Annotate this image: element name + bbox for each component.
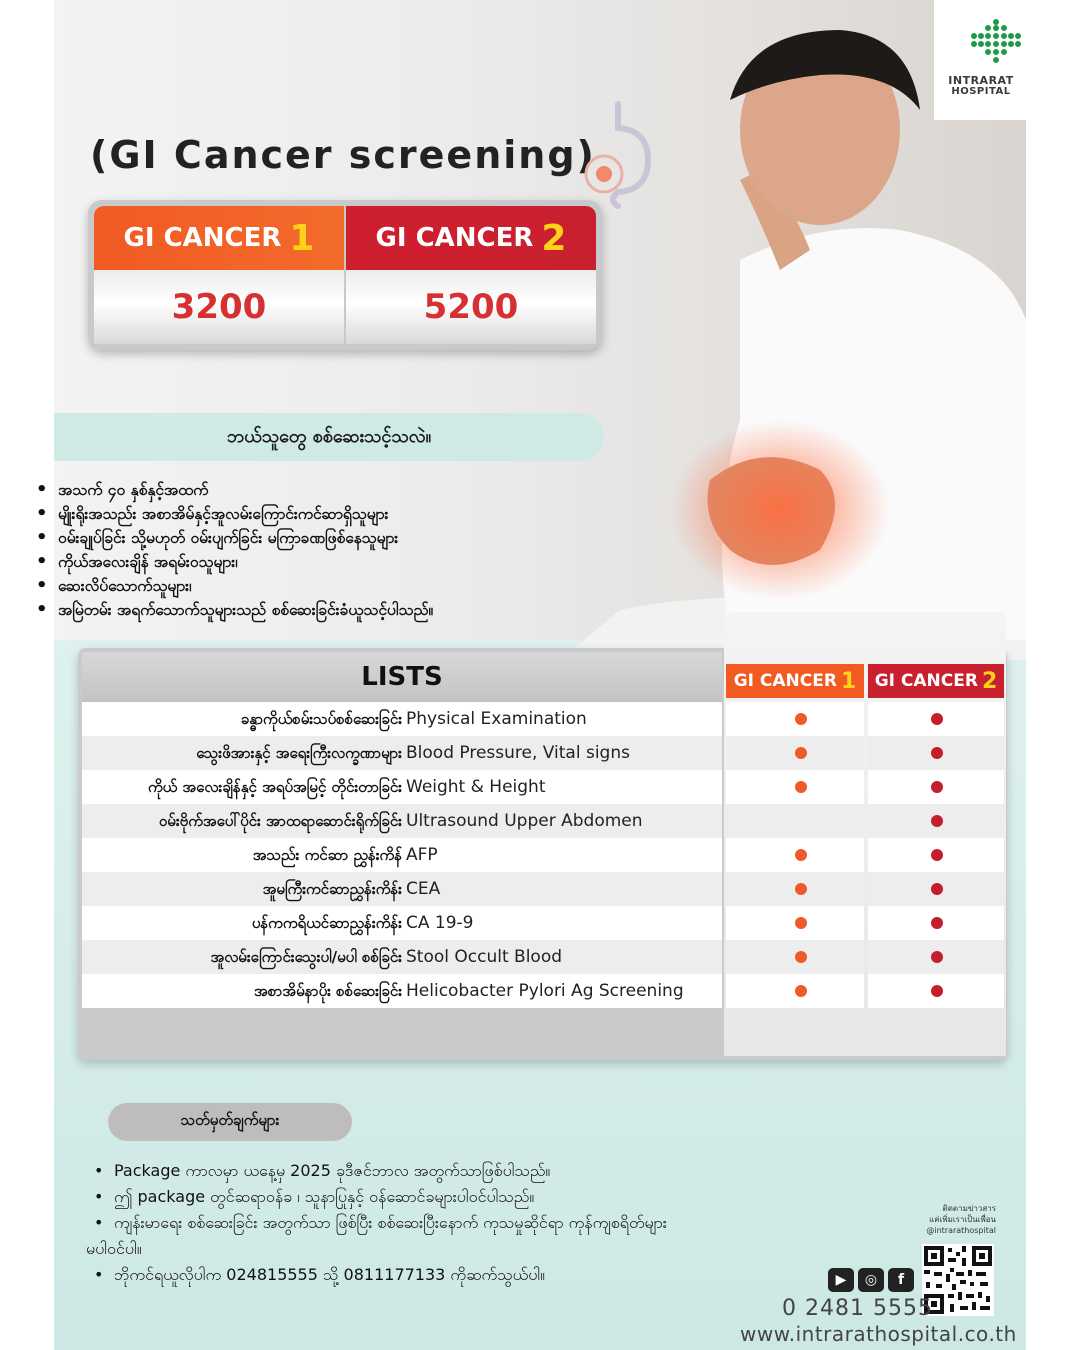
screening-table (78, 648, 1007, 1060)
row-label-english: Weight & Height (406, 777, 546, 797)
column-header-gi-cancer-2 (868, 664, 1004, 698)
included-dot-gi-cancer-2 (931, 849, 943, 861)
included-dot-gi-cancer-2 (931, 781, 943, 793)
included-dot-gi-cancer-2 (931, 951, 943, 963)
facebook-icon[interactable]: f (888, 1268, 914, 1292)
who-heading: ဘယ်သူတွေ စစ်ဆေးသင့်သလဲ။ (54, 413, 604, 461)
included-dot-gi-cancer-2 (931, 713, 943, 725)
row-label-english: AFP (406, 845, 438, 865)
note-item: • ဤ package တွင်ဆရာဝန်ခ ၊ သူနာပြုနှင့် ဝန်ဆောင်ခများပါဝင်ပါသည်။ (86, 1184, 906, 1210)
list-item: • အမြဲတမ်း အရက်သောက်သူများသည် စစ်ဆေးခြင်းခံယူသင့်ပါသည်။ (36, 598, 433, 622)
logo-name-line2: HOSPITAL (951, 86, 1011, 97)
row-label-myanmar: ကိုယ် အလေးချိန်နှင့် အရပ်အမြင့် တိုင်းတာခြင်း (147, 778, 402, 796)
row-label-myanmar: အသည်း ကင်ဆာ ညွှန်းကိန် (252, 846, 402, 864)
row-label-english: Physical Examination (406, 709, 587, 729)
package-1-header (94, 206, 344, 270)
table-row (78, 838, 1007, 872)
row-label-myanmar: ခန္ဓာကိုယ်စမ်းသပ်စစ်ဆေးခြင်း (240, 710, 402, 728)
table-row (78, 702, 1007, 736)
package-2-header (346, 206, 596, 270)
column-2-number: 2 (981, 668, 998, 694)
included-dot-gi-cancer-2 (931, 883, 943, 895)
instagram-icon[interactable]: ◎ (858, 1268, 884, 1292)
note-item: • ဘိုကင်ရယူလိုပါက 024815555 သို့ 0811177133 ကိုဆက်သွယ်ပါ။ (86, 1262, 906, 1288)
column-header-gi-cancer-1 (726, 664, 864, 698)
website-link[interactable]: www.intrarathospital.co.th (740, 1322, 1017, 1346)
package-2-label: GI CANCER (375, 223, 534, 253)
included-dot-gi-cancer-1 (795, 883, 807, 895)
youtube-icon[interactable]: ▶ (828, 1268, 854, 1292)
package-card-2[interactable] (346, 206, 596, 344)
list-item: • အသက် ၄၀ နှစ်နှင့်အထက် (36, 478, 433, 502)
package-2-number: 2 (541, 217, 567, 259)
list-item: • ကိုယ်အလေးချိန် အရမ်းဝသူများ၊ (36, 550, 433, 574)
included-dot-gi-cancer-1 (795, 985, 807, 997)
package-1-number: 1 (289, 217, 315, 259)
table-row (78, 872, 1007, 906)
row-label-myanmar: အူမကြီးကင်ဆာညွှန်းကိန်း (262, 880, 402, 898)
row-label-myanmar: ဝမ်းဗိုက်အပေါ်ပိုင်း အာထရာဆောင်းရိုက်ခြင်း (158, 812, 402, 830)
phone-number[interactable]: 0 2481 5555 (782, 1296, 933, 1321)
included-dot-gi-cancer-1 (795, 747, 807, 759)
notes-list (86, 1158, 906, 1288)
row-label-english: Ultrasound Upper Abdomen (406, 811, 643, 831)
table-row (78, 906, 1007, 940)
price-cards (88, 200, 602, 350)
note-continuation: မပါဝင်ပါ။ (86, 1239, 142, 1258)
included-dot-gi-cancer-1 (795, 781, 807, 793)
stomach-icon (578, 100, 658, 210)
column-1-number: 1 (840, 668, 857, 694)
who-list (36, 478, 433, 622)
list-item: • ဝမ်းချုပ်ခြင်း သို့မဟုတ် ဝမ်းပျက်ခြင်း မကြာခဏဖြစ်နေသူများ (36, 526, 433, 550)
package-1-price: 3200 (94, 270, 344, 344)
row-label-myanmar: အူလမ်းကြောင်းသွေးပါ/မပါ စစ်ခြင်း (210, 948, 402, 966)
row-label-english: Blood Pressure, Vital signs (406, 743, 630, 763)
row-label-english: Helicobacter Pylori Ag Screening (406, 981, 684, 1001)
included-dot-gi-cancer-2 (931, 917, 943, 929)
row-label-english: Stool Occult Blood (406, 947, 563, 967)
logo-name-line1: INTRARAT (948, 74, 1014, 87)
package-1-label: GI CANCER (123, 223, 282, 253)
qr-caption-line1: ติดตามข่าวสาร (942, 1204, 996, 1213)
social-icons (828, 1268, 914, 1292)
lists-header: LISTS (82, 652, 722, 702)
notes-heading: သတ်မှတ်ချက်များ (108, 1103, 352, 1141)
table-row (78, 770, 1007, 804)
column-1-label: GI CANCER (733, 671, 837, 691)
package-card-1[interactable] (94, 206, 344, 344)
column-2-label: GI CANCER (874, 671, 978, 691)
qr-caption-line3: @intrarathospital (926, 1226, 996, 1235)
table-row (78, 804, 1007, 838)
included-dot-gi-cancer-1 (795, 849, 807, 861)
included-dot-gi-cancer-1 (795, 951, 807, 963)
note-item: • ကျန်းမာရေး စစ်ဆေးခြင်း အတွက်သာ ဖြစ်ပြီး စစ်ဆေးပြီးနောက် ကုသမှုဆိုင်ရာ ကုန်ကျစရိတ်များ (86, 1210, 906, 1236)
row-cell-gi-cancer-1 (726, 804, 864, 838)
row-label-myanmar: သွေးဖိအားနှင့် အရေးကြီးလက္ခဏာများ (196, 744, 402, 762)
note-item: • Package ကာလမှာ ယနေ့မှ 2025 ခုဒီဇင်ဘာလ အတွက်သာဖြစ်ပါသည်။ (86, 1158, 906, 1184)
page-title: (GI Cancer screening) (90, 133, 596, 177)
row-label-myanmar: အစာအိမ်နာပိုး စစ်ဆေးခြင်း (253, 982, 402, 1000)
package-2-price: 5200 (346, 270, 596, 344)
qr-caption (918, 1203, 996, 1236)
table-row (78, 974, 1007, 1008)
list-item: • မျိုးရိုးအသည်း အစာအိမ်နှင့်အူလမ်းကြောင်းကင်ဆာရှိသူများ (36, 502, 433, 526)
table-row (78, 736, 1007, 770)
table-row (78, 940, 1007, 974)
hospital-logo-icon (970, 18, 1022, 70)
included-dot-gi-cancer-2 (931, 985, 943, 997)
row-label-myanmar: ပန်ကကရိယင်ဆာညွှန်းကိန်း (251, 914, 402, 932)
included-dot-gi-cancer-1 (795, 917, 807, 929)
included-dot-gi-cancer-2 (931, 747, 943, 759)
list-item: • ဆေးလိပ်သောက်သူများ၊ (36, 574, 433, 598)
row-label-english: CEA (406, 879, 441, 899)
included-dot-gi-cancer-1 (795, 713, 807, 725)
qr-caption-line2: แค่เพิ่มเราเป็นเพื่อน (929, 1215, 996, 1224)
included-dot-gi-cancer-2 (931, 815, 943, 827)
row-label-english: CA 19-9 (406, 913, 474, 933)
